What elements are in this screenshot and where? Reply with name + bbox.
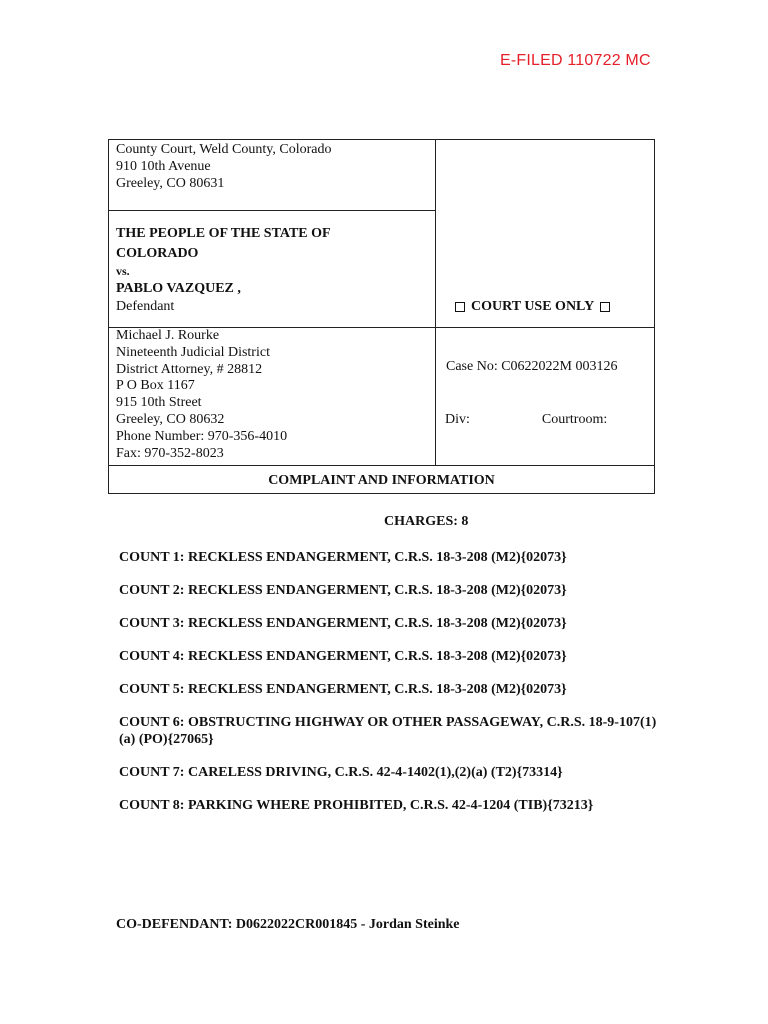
versus-label: vs. (116, 264, 130, 278)
count-item: COUNT 2: RECKLESS ENDANGERMENT, C.R.S. 18-3-208 (M2){02073} (119, 583, 567, 598)
court-address (116, 142, 331, 192)
caption-divider-vertical (435, 140, 436, 466)
count-item: COUNT 5: RECKLESS ENDANGERMENT, C.R.S. 18-3-208 (M2){02073} (119, 682, 567, 697)
division-row (445, 412, 607, 428)
court-city: Greeley, CO 80631 (116, 175, 225, 191)
div-label: Div: (445, 412, 470, 427)
count-item: COUNT 4: RECKLESS ENDANGERMENT, C.R.S. 18-3-208 (M2){02073} (119, 649, 567, 664)
case-caption-box (108, 139, 655, 494)
attorney-name: Michael J. Rourke (116, 328, 220, 343)
attorney-city: Greeley, CO 80632 (116, 411, 225, 427)
count-item: COUNT 7: CARELESS DRIVING, C.R.S. 42-4-1402(1),(2)(a) (T2){73314} (119, 765, 563, 780)
charges-label: CHARGES (384, 514, 454, 529)
document-title: COMPLAINT AND INFORMATION (268, 473, 495, 488)
court-name: County Court, Weld County, Colorado (116, 142, 332, 157)
attorney-phone: Phone Number: 970-356-4010 (116, 428, 288, 444)
defendant-name: PABLO VAZQUEZ , (116, 281, 241, 296)
plaintiff-line-2: COLORADO (116, 245, 199, 261)
checkbox-icon (455, 302, 465, 312)
court-street: 910 10th Avenue (116, 158, 211, 174)
parties-block (116, 224, 331, 315)
attorney-title: District Attorney, # 28812 (116, 361, 263, 377)
attorney-pobox: P O Box 1167 (116, 378, 195, 394)
attorney-fax: Fax: 970-352-8023 (116, 445, 224, 461)
counts-list (119, 549, 671, 830)
count-item: COUNT 6: OBSTRUCTING HIGHWAY OR OTHER PASSAGEWAY, C.R.S. 18-9-107(1)(a) (PO){27065} (119, 715, 657, 747)
attorney-district: Nineteenth Judicial District (116, 344, 270, 360)
courtroom-label: Courtroom: (541, 412, 608, 427)
efiled-stamp: E-FILED 110722 MC (500, 52, 651, 69)
case-number: Case No: C0622022M 003126 (446, 359, 618, 374)
count-item: COUNT 1: RECKLESS ENDANGERMENT, C.R.S. 18-3-208 (M2){02073} (119, 550, 567, 565)
charges-heading: CHARGES: 8 (384, 514, 469, 529)
codefendant-line: CO-DEFENDANT: D0622022CR001845 - Jordan Steinke (116, 917, 460, 932)
charges-count: 8 (461, 514, 469, 529)
plaintiff-line-1: THE PEOPLE OF THE STATE OF (116, 226, 331, 241)
defendant-label: Defendant (116, 298, 175, 314)
court-use-only (455, 299, 610, 315)
checkbox-icon (600, 302, 610, 312)
attorney-street: 915 10th Street (116, 395, 202, 411)
attorney-block (116, 328, 287, 462)
count-item: COUNT 8: PARKING WHERE PROHIBITED, C.R.S. 42-4-1204 (TIB){73213} (119, 798, 594, 813)
count-item: COUNT 3: RECKLESS ENDANGERMENT, C.R.S. 18-3-208 (M2){02073} (119, 616, 567, 631)
court-use-label: COURT USE ONLY (471, 299, 595, 314)
caption-divider-court (109, 210, 435, 211)
